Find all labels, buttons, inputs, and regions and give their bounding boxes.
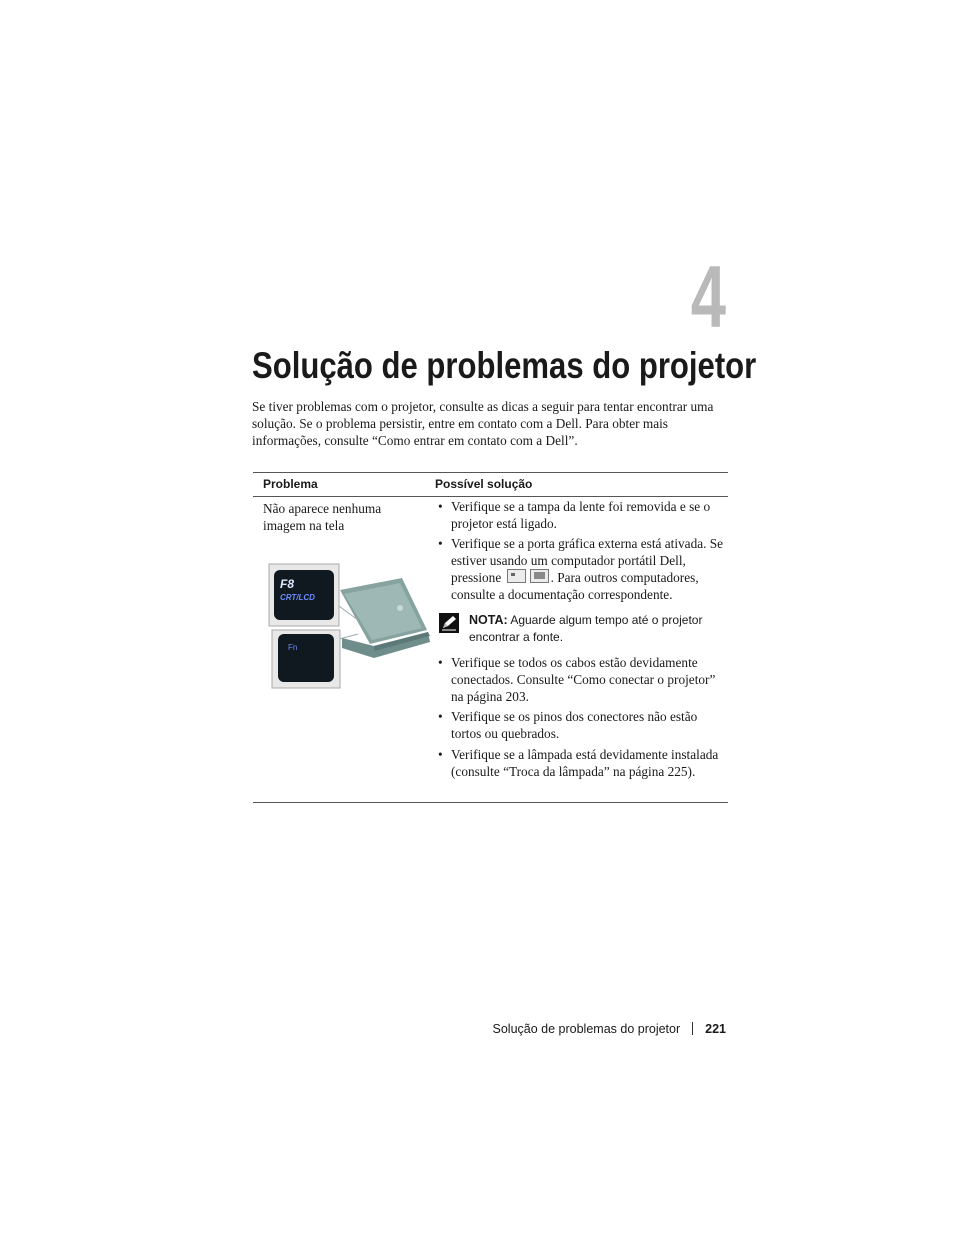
laptop-image <box>328 578 430 658</box>
fn-key-label: Fn <box>288 643 298 652</box>
note-block <box>439 611 729 651</box>
pencil-note-icon <box>439 613 459 633</box>
header-problem: Problema <box>263 477 318 491</box>
table-header <box>253 473 728 497</box>
page-footer <box>440 1020 726 1038</box>
fn-key-icon <box>507 569 526 583</box>
solution-item: • Verifique se a tampa da lente foi removida e se o projetor está ligado. <box>438 499 711 531</box>
chapter-number: 4 <box>690 247 726 346</box>
footer-section-title: Solução de problemas do projetor <box>492 1022 681 1036</box>
monitor-key-icon <box>530 569 549 583</box>
problem-cell: Não aparece nenhuma imagem na tela <box>263 501 382 533</box>
note-label: NOTA: <box>469 613 508 627</box>
intro-paragraph: Se tiver problemas com o projetor, consulte as dicas a seguir para tentar encontrar uma solução. Se o problema persistir, entre em contato com a Dell. Para obter mais informações, consulte “Como entrar em contato com a Dell”. <box>252 399 714 448</box>
solution-item: • Verifique se os pinos dos conectores não estão tortos ou quebrados. <box>438 709 698 741</box>
laptop-keys-illustration <box>262 560 432 690</box>
page-title: Solução de problemas do projetor <box>252 345 757 386</box>
note-text: Aguarde algum tempo até o projetor encontrar a fonte. <box>469 613 703 644</box>
header-solution: Possível solução <box>435 477 533 491</box>
crt-lcd-key-label: CRT/LCD <box>280 593 315 602</box>
page-number: 221 <box>705 1022 726 1036</box>
footer-divider <box>692 1022 693 1035</box>
solution-item: • Verifique se a lâmpada está devidamente instalada (consulte “Troca da lâmpada” na página 225). <box>438 747 719 779</box>
f8-key-label: F8 <box>280 577 295 591</box>
f8-key-image <box>269 564 339 626</box>
solution-item: • Verifique se a porta gráfica externa está ativada. Se estiver usando um computador portátil Dell, pressione . Para outros computadores, consulte a documentação correspondente. <box>438 536 724 602</box>
solution-item: • Verifique se todos os cabos estão devidamente conectados. Consulte “Como conectar o projetor” na página 203. <box>438 655 716 704</box>
fn-key-image <box>272 630 340 688</box>
